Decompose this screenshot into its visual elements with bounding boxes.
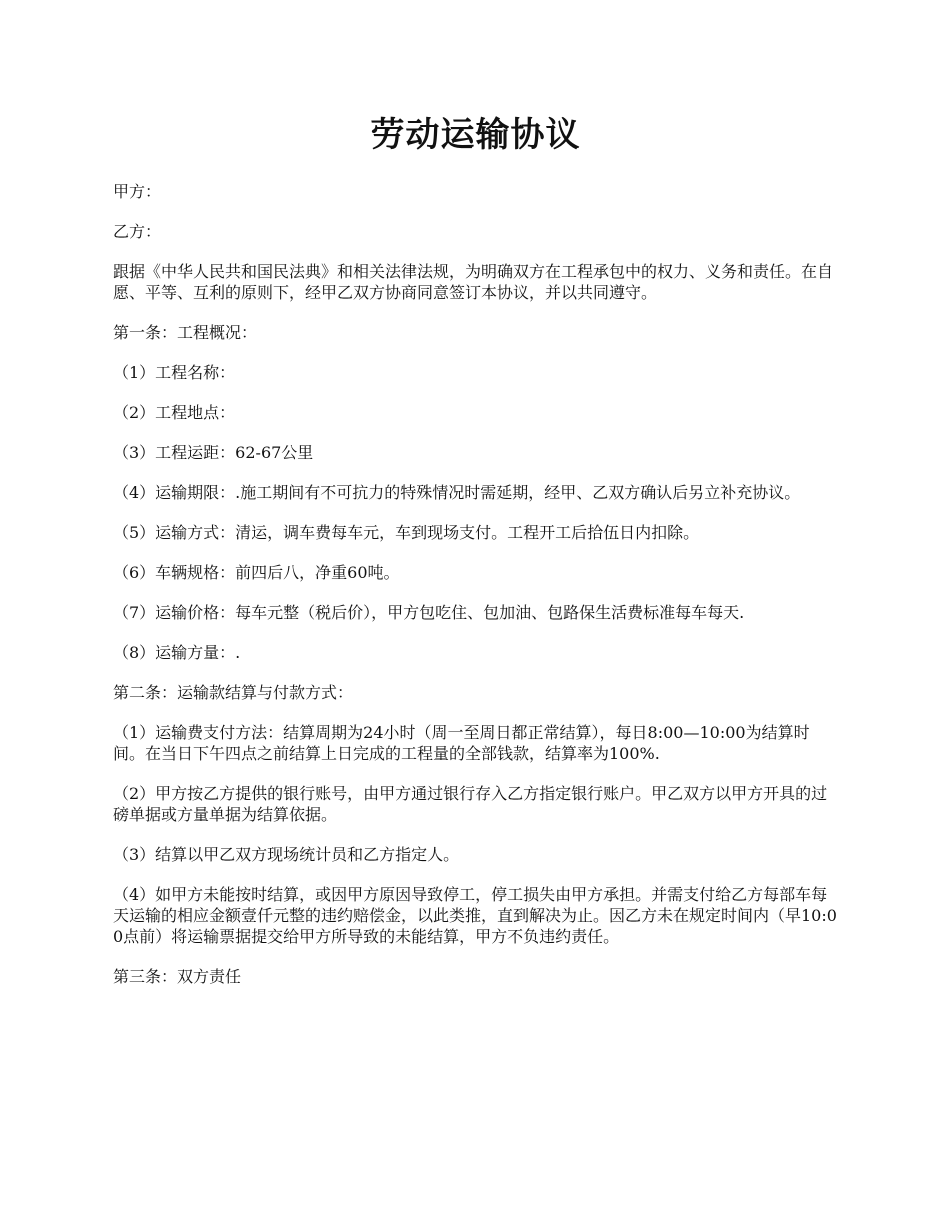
article-1-item-transport-distance: （3）工程运距：62-67公里 xyxy=(113,443,314,462)
party-a-line: 甲方： xyxy=(113,182,162,201)
article-1-item-vehicle-spec: （6）车辆规格：前四后八，净重60吨。 xyxy=(113,563,400,582)
article-2-item-payment-method: （1）运输费支付方法：结算周期为24小时（周一至周日都正常结算），每日8:00—10:00为结算时间。在当日下午四点之前结算上日完成的工程量的全部钱款，结算率为100%. xyxy=(113,723,810,763)
article-3-heading: 第三条：双方责任 xyxy=(113,967,242,986)
article-1-item-transport-volume: （8）运输方量：. xyxy=(113,643,241,662)
article-1-item-project-location: （2）工程地点： xyxy=(113,403,236,422)
document-body xyxy=(113,113,838,1006)
article-2-item-breach-liability: （4）如甲方未能按时结算，或因甲方原因导致停工，停工损失由甲方承担。并需支付给乙方每部车每天运输的相应金额壹仟元整的违约赔偿金，以此类推，直到解决为止。因乙方未在规定时间内（早10:00点前）将运输票据提交给甲方所导致的未能结算，甲方不负违约责任。 xyxy=(113,885,837,946)
article-1-heading: 第一条：工程概况： xyxy=(113,323,258,342)
article-2-heading: 第二条：运输款结算与付款方式： xyxy=(113,683,354,702)
article-1-item-project-name: （1）工程名称： xyxy=(113,363,236,382)
document-title: 劳动运输协议 xyxy=(370,115,581,155)
article-1-item-transport-price: （7）运输价格：每车元整（税后价），甲方包吃住、包加油、包路保生活费标准每车每天. xyxy=(113,603,745,622)
preamble-paragraph: 跟据《中华人民共和国民法典》和相关法律法规，为明确双方在工程承包中的权力、义务和责任。在自愿、平等、互利的原则下，经甲乙双方协商同意签订本协议，并以共同遵守。 xyxy=(113,262,834,302)
party-b-line: 乙方： xyxy=(113,222,162,241)
article-1-item-transport-method: （5）运输方式：清运，调车费每车元，车到现场支付。工程开工后拾伍日内扣除。 xyxy=(113,523,700,542)
article-2-item-settlement-basis: （3）结算以甲乙双方现场统计员和乙方指定人。 xyxy=(113,845,460,864)
article-1-item-transport-period: （4）运输期限：.施工期间有不可抗力的特殊情况时需延期，经甲、乙双方确认后另立补充协议。 xyxy=(113,483,801,502)
article-2-item-bank-account: （2）甲方按乙方提供的银行账号，由甲方通过银行存入乙方指定银行账户。甲乙双方以甲方开具的过磅单据或方量单据为结算依据。 xyxy=(113,784,828,824)
